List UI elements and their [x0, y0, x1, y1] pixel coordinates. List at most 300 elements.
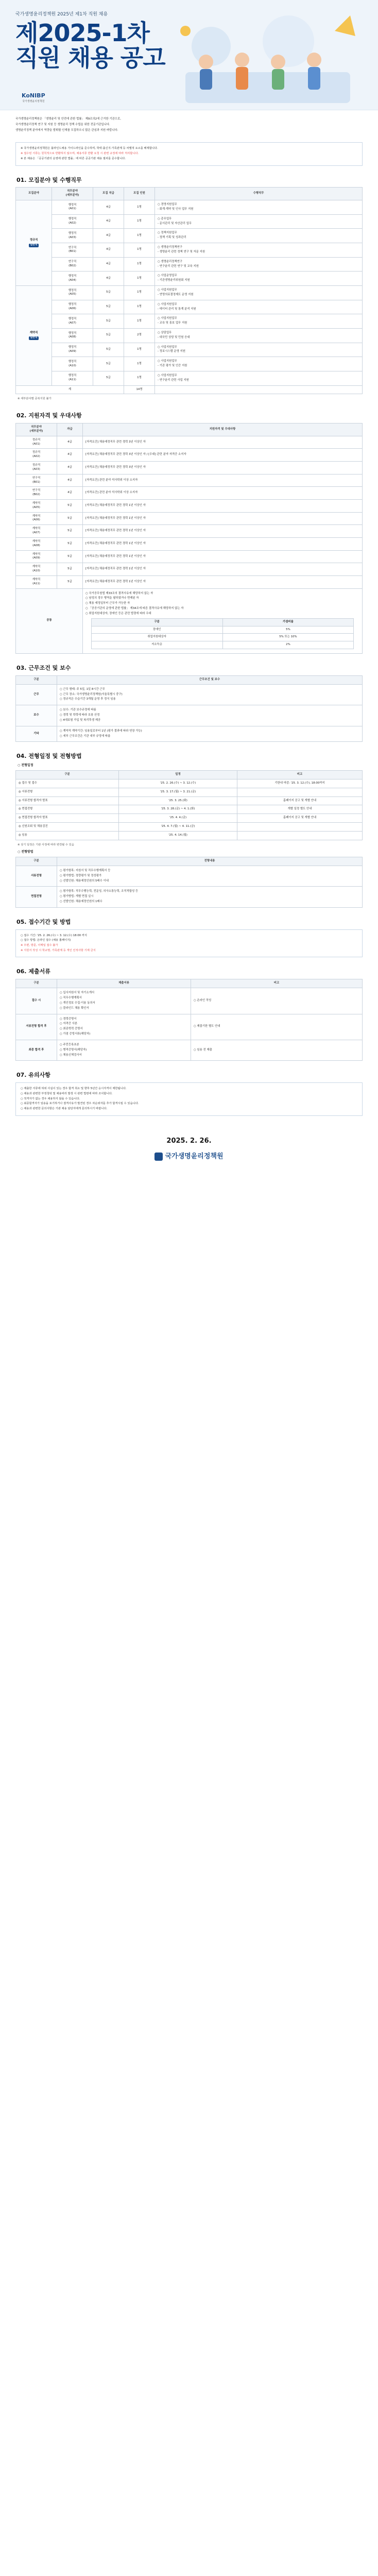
- footer: [0, 1137, 378, 1183]
- condition-line: ○ 계약직 계약기간: 임용일로부터 1년 (평가 결과에 따라 연장 가능): [60, 729, 142, 733]
- bonus-cell: 취업지원대상자: [91, 634, 222, 641]
- count-cell: 1명: [124, 357, 155, 371]
- intro-paragraph: 생명윤리정책 분야에서 역량을 발휘할 인재를 모집하오니 많은 관심과 지원 바랍니다.: [15, 128, 118, 132]
- bonus-cell: 2%: [222, 641, 354, 649]
- table-row: [16, 474, 363, 487]
- document-note: ○ 임용 전 제출: [191, 1040, 363, 1060]
- announcement-date: 2025. 2. 26.: [166, 1137, 212, 1145]
- table-row: [16, 563, 363, 576]
- field-cell: 행정직 (A06): [52, 300, 93, 314]
- table-row: [16, 1014, 363, 1040]
- duty-cell: [155, 286, 363, 300]
- common-line: ○ 취업지원대상자, 장애인 등은 관련 법령에 따라 우대: [85, 612, 151, 615]
- method-line: ○ 선발인원: 채용예정인원의 1배수: [60, 900, 102, 904]
- duty-line: - 회계·계약 및 인사 업무 지원: [158, 207, 194, 211]
- duty-line: - 문서관리 및 자산관리 업무: [158, 222, 192, 225]
- section-title-7: 07. 유의사항: [16, 1072, 50, 1079]
- documents-table: [15, 979, 363, 1061]
- table-header: 모집 인원: [124, 188, 155, 200]
- field-cell: 행정직 (A05): [52, 286, 93, 300]
- grade-cell: 4급: [57, 487, 83, 500]
- duty-line: - 생명윤리 관련 정책 연구 및 자문 지원: [158, 250, 205, 253]
- bonus-cell: 저소득층: [91, 641, 222, 649]
- document-item: ○ 경력증명서: [60, 1017, 77, 1021]
- table-row: [16, 343, 363, 357]
- document-item: ○ 최종학력 증명서: [60, 1027, 83, 1031]
- application-line: ○ 접수 기간: '25. 2. 26.(수) ~ 3. 12.(수) 18:00 까지: [21, 934, 87, 937]
- count-cell: 1명: [124, 272, 155, 286]
- field-cell: 계약직 (A07): [16, 525, 57, 538]
- table-row: [16, 705, 363, 726]
- remark-cell: 기한내 마감: '25. 3. 12.(수), 18:00까지: [237, 779, 363, 788]
- table-header: 구분: [16, 771, 119, 779]
- document-list: [57, 988, 191, 1014]
- qualification-cell: [자격요건] 채용예정직무 관련 경력 3년 이상인 자 / [우대] 관련 분야 자격증 소지자: [83, 449, 363, 462]
- duty-cell: [155, 314, 363, 329]
- table-header: 전형내용: [57, 857, 363, 866]
- bonus-cell: 장애인: [91, 626, 222, 634]
- duty-line: - 데이터 관리 및 통계 분석 지원: [158, 307, 196, 311]
- grade-cell: 5급: [93, 357, 124, 371]
- duty-line: ○ 총무업무: [158, 217, 172, 221]
- table-header: 비고: [191, 979, 363, 988]
- document-note: ○ 제출기한 별도 안내: [191, 1014, 363, 1040]
- document-item: ○ 직무수행계획서: [60, 996, 82, 1000]
- count-cell: 1명: [124, 286, 155, 300]
- grade-cell: 4급: [57, 449, 83, 462]
- table-row: [16, 243, 363, 258]
- job-category-tag: 일반직: [29, 336, 39, 340]
- table-row: [16, 286, 363, 300]
- count-cell: 1명: [124, 229, 155, 243]
- table-row: [16, 823, 363, 832]
- remark-cell: [237, 788, 363, 796]
- total-row: [16, 385, 363, 394]
- grade-cell: 4급: [93, 243, 124, 258]
- method-cell: [57, 866, 363, 886]
- duty-line: ○ 생명윤리정책연구: [158, 246, 183, 249]
- stage-cell: ◎ 접수 및 접수: [16, 779, 119, 788]
- field-cell: 행정직 (A07): [52, 314, 93, 329]
- bonus-row: [91, 641, 354, 649]
- table-row: [16, 329, 363, 343]
- job-category-tag: 일반직: [29, 244, 39, 247]
- remark-cell: 개별 일정 별도 안내: [237, 805, 363, 814]
- table-row: [16, 300, 363, 314]
- table-row: [16, 684, 363, 705]
- table-row: [16, 512, 363, 525]
- grade-cell: 5급: [93, 314, 124, 329]
- document-item: ○ 입사지원서 및 자기소개서: [60, 991, 95, 995]
- count-cell: 1명: [124, 343, 155, 357]
- duty-cell: [155, 371, 363, 385]
- field-cell: 정규직 (A01): [16, 436, 57, 449]
- duty-cell: [155, 357, 363, 371]
- application-line: ○ 접수 방법: 온라인 접수 (채용 홈페이지): [21, 939, 71, 942]
- caution-info: [15, 1082, 363, 1115]
- table-header: 구분: [16, 979, 57, 988]
- condition-cell: [57, 726, 363, 742]
- condition-line: ○ 세부 근무조건은 기관 내부 규정에 따름: [60, 734, 111, 738]
- schedule-footnote: ※ 상기 일정은 기관 사정에 따라 변경될 수 있음: [18, 843, 75, 846]
- footer-org: 국가생명윤리정책원: [0, 1152, 378, 1162]
- duty-cell: [155, 229, 363, 243]
- table-row: [16, 525, 363, 538]
- field-cell: 연구직 (B02): [52, 257, 93, 272]
- table-row: [16, 779, 363, 788]
- duty-cell: [155, 300, 363, 314]
- common-row: [16, 588, 363, 653]
- duty-line: ○ 사업지원업무: [158, 360, 177, 363]
- stage-cell: ◎ 면접전형 합격자 발표: [16, 814, 119, 823]
- grade-cell: 4급: [93, 229, 124, 243]
- date-cell: '25. 3. 28.(금) ~ 4. 1.(화): [119, 805, 237, 814]
- method-line: ○ 평가항목: 직무수행능력, 전문성, 의사소통능력, 조직적합성 등: [60, 890, 139, 893]
- caution-line: ○ 제출한 서류에 허위 사실이 있는 경우 합격 취소 및 향후 5년간 응시자격이 제한됩니다.: [21, 1087, 127, 1091]
- condition-line: ○ 경력 및 학력에 따라 호봉 산정: [60, 714, 100, 717]
- grade-cell: 5급: [57, 537, 83, 550]
- field-cell: 행정직 (A10): [52, 357, 93, 371]
- grade-cell: 5급: [93, 343, 124, 357]
- stage-cell: ◎ 신원조회 및 채용검진: [16, 823, 119, 832]
- field-cell: 행정직 (A09): [52, 343, 93, 357]
- count-cell: 1명: [124, 257, 155, 272]
- document-stage: 최종 합격 후: [16, 1040, 57, 1060]
- duty-line: ○ 사업운영업무: [158, 274, 177, 278]
- field-cell: 계약직 (A06): [16, 512, 57, 525]
- condition-line: ○ 근무 형태: 주 5일, 1일 8시간 근무: [60, 687, 105, 691]
- duty-line: - 정책 기획 및 성과관리: [158, 236, 186, 240]
- intro-paragraph: 국가생명윤리정책원은 「생명윤리 및 안전에 관한 법률」 제9조의2에 근거한 기관으로,: [15, 117, 121, 121]
- grade-cell: 5급: [57, 525, 83, 538]
- condition-label: 근무: [16, 684, 57, 705]
- page-title: [15, 21, 165, 71]
- duty-cell: [155, 343, 363, 357]
- method-line: ○ 평가항목: 지원서 및 직무수행계획서 등: [60, 869, 111, 872]
- method-label: 면접전형: [16, 887, 57, 907]
- common-label: 공통: [16, 588, 83, 653]
- total-label: 계: [16, 385, 124, 394]
- qualification-table: [15, 423, 363, 654]
- stage-cell: ◎ 서류전형 합격자 발표: [16, 796, 119, 805]
- grade-cell: 4급: [93, 200, 124, 215]
- field-cell: 행정직 (A08): [52, 329, 93, 343]
- table-row: [16, 272, 363, 286]
- grade-cell: 5급: [57, 563, 83, 576]
- caution-line: ○ 적격자가 없는 경우 채용하지 않을 수 있습니다.: [21, 1097, 80, 1100]
- date-cell: '25. 3. 17.(월) ~ 3. 21.(금): [119, 788, 237, 796]
- bonus-header: 가점비율: [222, 618, 354, 626]
- field-cell: 계약직 (A08): [16, 537, 57, 550]
- grade-cell: 4급: [57, 462, 83, 474]
- table-row: [16, 726, 363, 742]
- grade-cell: 4급: [93, 257, 124, 272]
- method-subtitle: ○ 전형방법: [18, 850, 33, 854]
- table-header: 구분: [16, 675, 57, 684]
- bonus-row: [91, 626, 354, 634]
- duty-line: - 기관 평가 및 인증 지원: [158, 364, 187, 368]
- section-title-2: 02. 지원자격 및 우대사항: [16, 412, 82, 419]
- document-item: ○ 가점 증빙서류(해당자): [60, 1032, 91, 1036]
- duty-line: ○ 정책지원업무: [158, 231, 177, 235]
- duty-line: - 연구윤리 관련 연구 및 교육 지원: [158, 264, 199, 268]
- table-row: [16, 550, 363, 563]
- count-cell: 1명: [124, 300, 155, 314]
- condition-line: ○ 4대보험 가입 및 복리후생 제공: [60, 718, 101, 722]
- duty-line: ○ 사업지원업무: [158, 302, 177, 306]
- document-item: ○ 자격증 사본: [60, 1022, 78, 1026]
- method-table: [15, 857, 363, 908]
- document-item: ○ 개인정보 수집·이용 동의서: [60, 1001, 95, 1005]
- hero-subtitle: 국가생명윤리정책원 2025년 제1차 직원 채용: [15, 12, 108, 17]
- caution-line: ○ 채용과 관련한 문의사항은 기관 채용 담당자에게 문의하시기 바랍니다.: [21, 1107, 108, 1110]
- remark-cell: [237, 823, 363, 832]
- count-cell: 1명: [124, 243, 155, 258]
- common-cell: [83, 588, 363, 653]
- field-cell: 행정직 (A03): [52, 229, 93, 243]
- grade-cell: 4급: [57, 474, 83, 487]
- duty-line: - 교육 및 홍보 업무 지원: [158, 321, 187, 325]
- recruit-field-table: [15, 187, 363, 394]
- grade-cell: 5급: [57, 550, 83, 563]
- bonus-cell: 5%: [222, 626, 354, 634]
- qualification-cell: [자격요건] 채용예정직무 관련 경력 1년 이상인 자: [83, 575, 363, 588]
- duty-cell: [155, 329, 363, 343]
- qualification-cell: [자격요건] 채용예정직무 관련 경력 1년 이상인 자: [83, 512, 363, 525]
- table-row: [16, 831, 363, 840]
- field-cell: 계약직 (A10): [16, 563, 57, 576]
- qualification-cell: [자격요건] 관련 분야 석사학위 이상 소지자: [83, 474, 363, 487]
- field-cell: 정규직 (A03): [16, 462, 57, 474]
- qualification-cell: [자격요건] 채용예정직무 관련 경력 3년 이상인 자: [83, 436, 363, 449]
- field-cell: 정규직 (A02): [16, 449, 57, 462]
- table-header: 자급: [57, 423, 83, 436]
- grade-cell: 4급: [57, 436, 83, 449]
- condition-cell: [57, 705, 363, 726]
- section-title-1: 01. 모집분야 및 수행직무: [16, 176, 82, 183]
- table-row: [16, 537, 363, 550]
- date-cell: '25. 3. 25.(화): [119, 796, 237, 805]
- duty-line: ○ 사업지원업무: [158, 374, 177, 377]
- method-cell: [57, 887, 363, 907]
- work-condition-table: [15, 675, 363, 742]
- employment-type-cell: [16, 286, 52, 386]
- duty-line: - 대국민 상담 및 민원 응대: [158, 335, 190, 339]
- count-cell: 2명: [124, 329, 155, 343]
- notice-line: ※ 국가생명윤리정책원은 블라인드채용 가이드라인을 준수하며, 학력·출신지·가족관계 등 차별적 요소를 배제합니다.: [21, 147, 158, 150]
- table-row: [16, 575, 363, 588]
- table-row: [16, 357, 363, 371]
- duty-line: - 연구윤리 관련 사업 지원: [158, 378, 189, 382]
- duty-line: ○ 경영지원업무: [158, 203, 177, 207]
- table-row: [16, 200, 363, 215]
- caution-line: ○ 채용과 관련한 부정청탁 및 채용비리 발생 시 관련 법령에 따라 조치합니다.: [21, 1092, 113, 1095]
- remark-cell: [237, 831, 363, 840]
- duty-line: ○ 사업지원업무: [158, 345, 177, 349]
- table-row: [16, 866, 363, 886]
- document-list: [57, 1014, 191, 1040]
- caution-line: ○ 최종합격자가 임용을 포기하거나 결격사유가 발견된 경우 차순위자를 추가 합격시킬 수 있습니다.: [21, 1102, 139, 1106]
- org-logo: KoNIBP 국가생명윤리정책원: [22, 92, 45, 103]
- org-emblem-icon: [154, 1153, 163, 1161]
- count-cell: 1명: [124, 314, 155, 329]
- table-header: 모집 직급: [93, 188, 124, 200]
- condition-cell: [57, 684, 363, 705]
- count-cell: 1명: [124, 214, 155, 229]
- qualification-cell: [자격요건] 채용예정직무 관련 경력 1년 이상인 자: [83, 500, 363, 513]
- grade-cell: 5급: [93, 329, 124, 343]
- table-header: 모집분야: [16, 188, 52, 200]
- table-row: [16, 449, 363, 462]
- hero-banner: [0, 0, 378, 110]
- condition-line: ○ 근무 장소: 국가생명윤리정책원(서울특별시 중구): [60, 692, 123, 696]
- intro-text: [0, 110, 378, 139]
- employment-type-cell: [16, 200, 52, 286]
- field-cell: 행정직 (A04): [52, 272, 93, 286]
- field-cell: 행정직 (A01): [52, 200, 93, 215]
- document-item: ○ 주민등록초본: [60, 1043, 79, 1046]
- table-row: [16, 314, 363, 329]
- total-value: 14명: [124, 385, 155, 394]
- duty-cell: [155, 200, 363, 215]
- grade-cell: 5급: [93, 286, 124, 300]
- condition-line: ○ 보수: 기관 보수규정에 따름: [60, 708, 96, 712]
- date-cell: '25. 4. 14.(월): [119, 831, 237, 840]
- bonus-header-row: [91, 618, 354, 626]
- table-row: [16, 805, 363, 814]
- grade-cell: 4급: [93, 214, 124, 229]
- table-row: [16, 436, 363, 449]
- total-empty: [155, 385, 363, 394]
- field-cell: 행정직 (A11): [52, 371, 93, 385]
- stage-cell: ◎ 임용: [16, 831, 119, 840]
- date-cell: '25. 4. 4.(금): [119, 814, 237, 823]
- table-header: 구분: [16, 857, 57, 866]
- common-line: ○ 채용 예정일부터 근무가 가능한 자: [85, 602, 130, 605]
- document-note: ○ 온라인 작성: [191, 988, 363, 1014]
- bonus-cell: 5% 또는 10%: [222, 634, 354, 641]
- count-cell: 1명: [124, 371, 155, 385]
- method-line: ○ 평가방법: 정량평가 및 정성평가: [60, 874, 102, 877]
- table-row: [16, 788, 363, 796]
- document-item: ○ 블라인드 채용 확인서: [60, 1006, 89, 1010]
- title-line-1: 제2025-1차: [15, 19, 149, 47]
- duty-line: - 기관생명윤리위원회 지원: [158, 279, 190, 282]
- table-row: [16, 814, 363, 823]
- table-row: [16, 257, 363, 272]
- table-header: 비고: [237, 771, 363, 779]
- condition-label: 기타: [16, 726, 57, 742]
- date-cell: '25. 2. 26.(수) ~ 3. 12.(수): [119, 779, 237, 788]
- field-cell: 행정직 (A02): [52, 214, 93, 229]
- table-header: 근무조건 및 보수: [57, 675, 363, 684]
- table-row: [16, 214, 363, 229]
- employment-type: 정규직: [29, 239, 38, 242]
- schedule-subtitle: ○ 전형일정: [18, 764, 33, 768]
- duty-line: ○ 사업지원업무: [158, 289, 177, 292]
- notice-line: ※ 접수된 서류는 원칙적으로 반환하지 않으며, 채용서류 반환 요청 시 관련 규정에 따라 처리합니다.: [21, 152, 139, 156]
- duty-cell: [155, 243, 363, 258]
- common-line: ○ 남성의 경우 병역을 필하였거나 면제된 자: [85, 597, 139, 600]
- qualification-cell: [자격요건] 채용예정직무 관련 경력 3년 이상인 자: [83, 462, 363, 474]
- application-info: [15, 929, 363, 958]
- section-title-3: 03. 근무조건 및 보수: [16, 665, 71, 672]
- count-cell: 1명: [124, 200, 155, 215]
- table-row: [16, 500, 363, 513]
- table-row: [16, 487, 363, 500]
- remark-cell: 홈페이지 공고 및 개별 안내: [237, 814, 363, 823]
- application-line: ※ 지원서 작성 시 학교명, 가족관계 등 개인 인적사항 기재 금지: [21, 948, 96, 952]
- table-row: [16, 1040, 363, 1060]
- common-line: ○ 「공공기관의 운영에 관한 법률」 제34조에 따른 결격사유에 해당하지 않는 자: [85, 607, 184, 611]
- field-cell: 연구직 (B01): [52, 243, 93, 258]
- table-row: [16, 371, 363, 385]
- table-header: 직무분야 (세부분야): [52, 188, 93, 200]
- condition-label: 보수: [16, 705, 57, 726]
- grade-cell: 5급: [57, 512, 83, 525]
- condition-line: ○ 정규직은 수습기간 3개월 운영 후 정식 임용: [60, 698, 116, 701]
- qualification-cell: [자격요건] 채용예정직무 관련 경력 1년 이상인 자: [83, 550, 363, 563]
- duty-line: - 연명의료결정제도 운영 지원: [158, 293, 194, 296]
- hero-illustration: [154, 10, 371, 108]
- qualification-cell: [자격요건] 채용예정직무 관련 경력 1년 이상인 자: [83, 563, 363, 576]
- table-row: [16, 229, 363, 243]
- section-title-6: 06. 제출서류: [16, 968, 50, 975]
- employment-type: 계약직: [29, 331, 38, 334]
- method-label: 서류전형: [16, 866, 57, 886]
- field-cell: 연구직 (B02): [16, 487, 57, 500]
- table-header: 수행직무: [155, 188, 363, 200]
- duty-line: - 정보시스템 운영 지원: [158, 350, 185, 353]
- bonus-header: 구분: [91, 618, 222, 626]
- grade-cell: 5급: [57, 575, 83, 588]
- table-header: 제출서류: [57, 979, 191, 988]
- document-list: [57, 1040, 191, 1060]
- grade-cell: 5급: [57, 500, 83, 513]
- field-cell: 연구직 (B01): [16, 474, 57, 487]
- table-header: 직무분야 (세부분야): [16, 423, 57, 436]
- method-line: ○ 선발인원: 채용예정인원의 5배수 이내: [60, 879, 109, 883]
- table-row: [16, 796, 363, 805]
- remark-cell: 홈페이지 공고 및 개별 안내: [237, 796, 363, 805]
- document-stage: 서류전형 합격 후: [16, 1014, 57, 1040]
- bonus-row: [91, 634, 354, 641]
- qualification-cell: [자격요건] 채용예정직무 관련 경력 1년 이상인 자: [83, 525, 363, 538]
- document-item: ○ 병적증명서(해당자): [60, 1048, 87, 1052]
- table-row: [16, 887, 363, 907]
- document-stage: 접수 시: [16, 988, 57, 1014]
- qualification-cell: [자격요건] 채용예정직무 관련 경력 1년 이상인 자: [83, 537, 363, 550]
- field-cell: 계약직 (A05): [16, 500, 57, 513]
- stage-cell: ◎ 면접전형: [16, 805, 119, 814]
- schedule-table: [15, 770, 363, 840]
- grade-cell: 4급: [93, 272, 124, 286]
- method-line: ○ 평가방법: 개별 면접 실시: [60, 895, 94, 899]
- duty-line: ○ 생명윤리정책연구: [158, 260, 183, 263]
- duty-line: ○ 사업지원업무: [158, 317, 177, 320]
- common-line: ○ 국가공무원법 제33조의 결격사유에 해당하지 않는 자: [85, 591, 153, 595]
- application-line: ※ 우편, 방문, 이메일 접수 불가: [21, 944, 58, 947]
- document-item: ○ 채용신체검사서: [60, 1053, 82, 1057]
- field-cell: 계약직 (A11): [16, 575, 57, 588]
- qualification-cell: [자격요건] 관련 분야 석사학위 이상 소지자: [83, 487, 363, 500]
- duty-line: ○ 상담업무: [158, 331, 172, 334]
- grade-cell: 5급: [93, 371, 124, 385]
- bonus-table: [91, 618, 354, 649]
- notice-line: ※ 본 채용은 「공공기관의 운영에 관한 법률」에 따른 공공기관 채용 절차를 준수합니다.: [21, 157, 126, 160]
- grade-cell: 5급: [93, 300, 124, 314]
- section-1-footnote: ※ 세부분야별 중복지원 불가: [18, 397, 51, 401]
